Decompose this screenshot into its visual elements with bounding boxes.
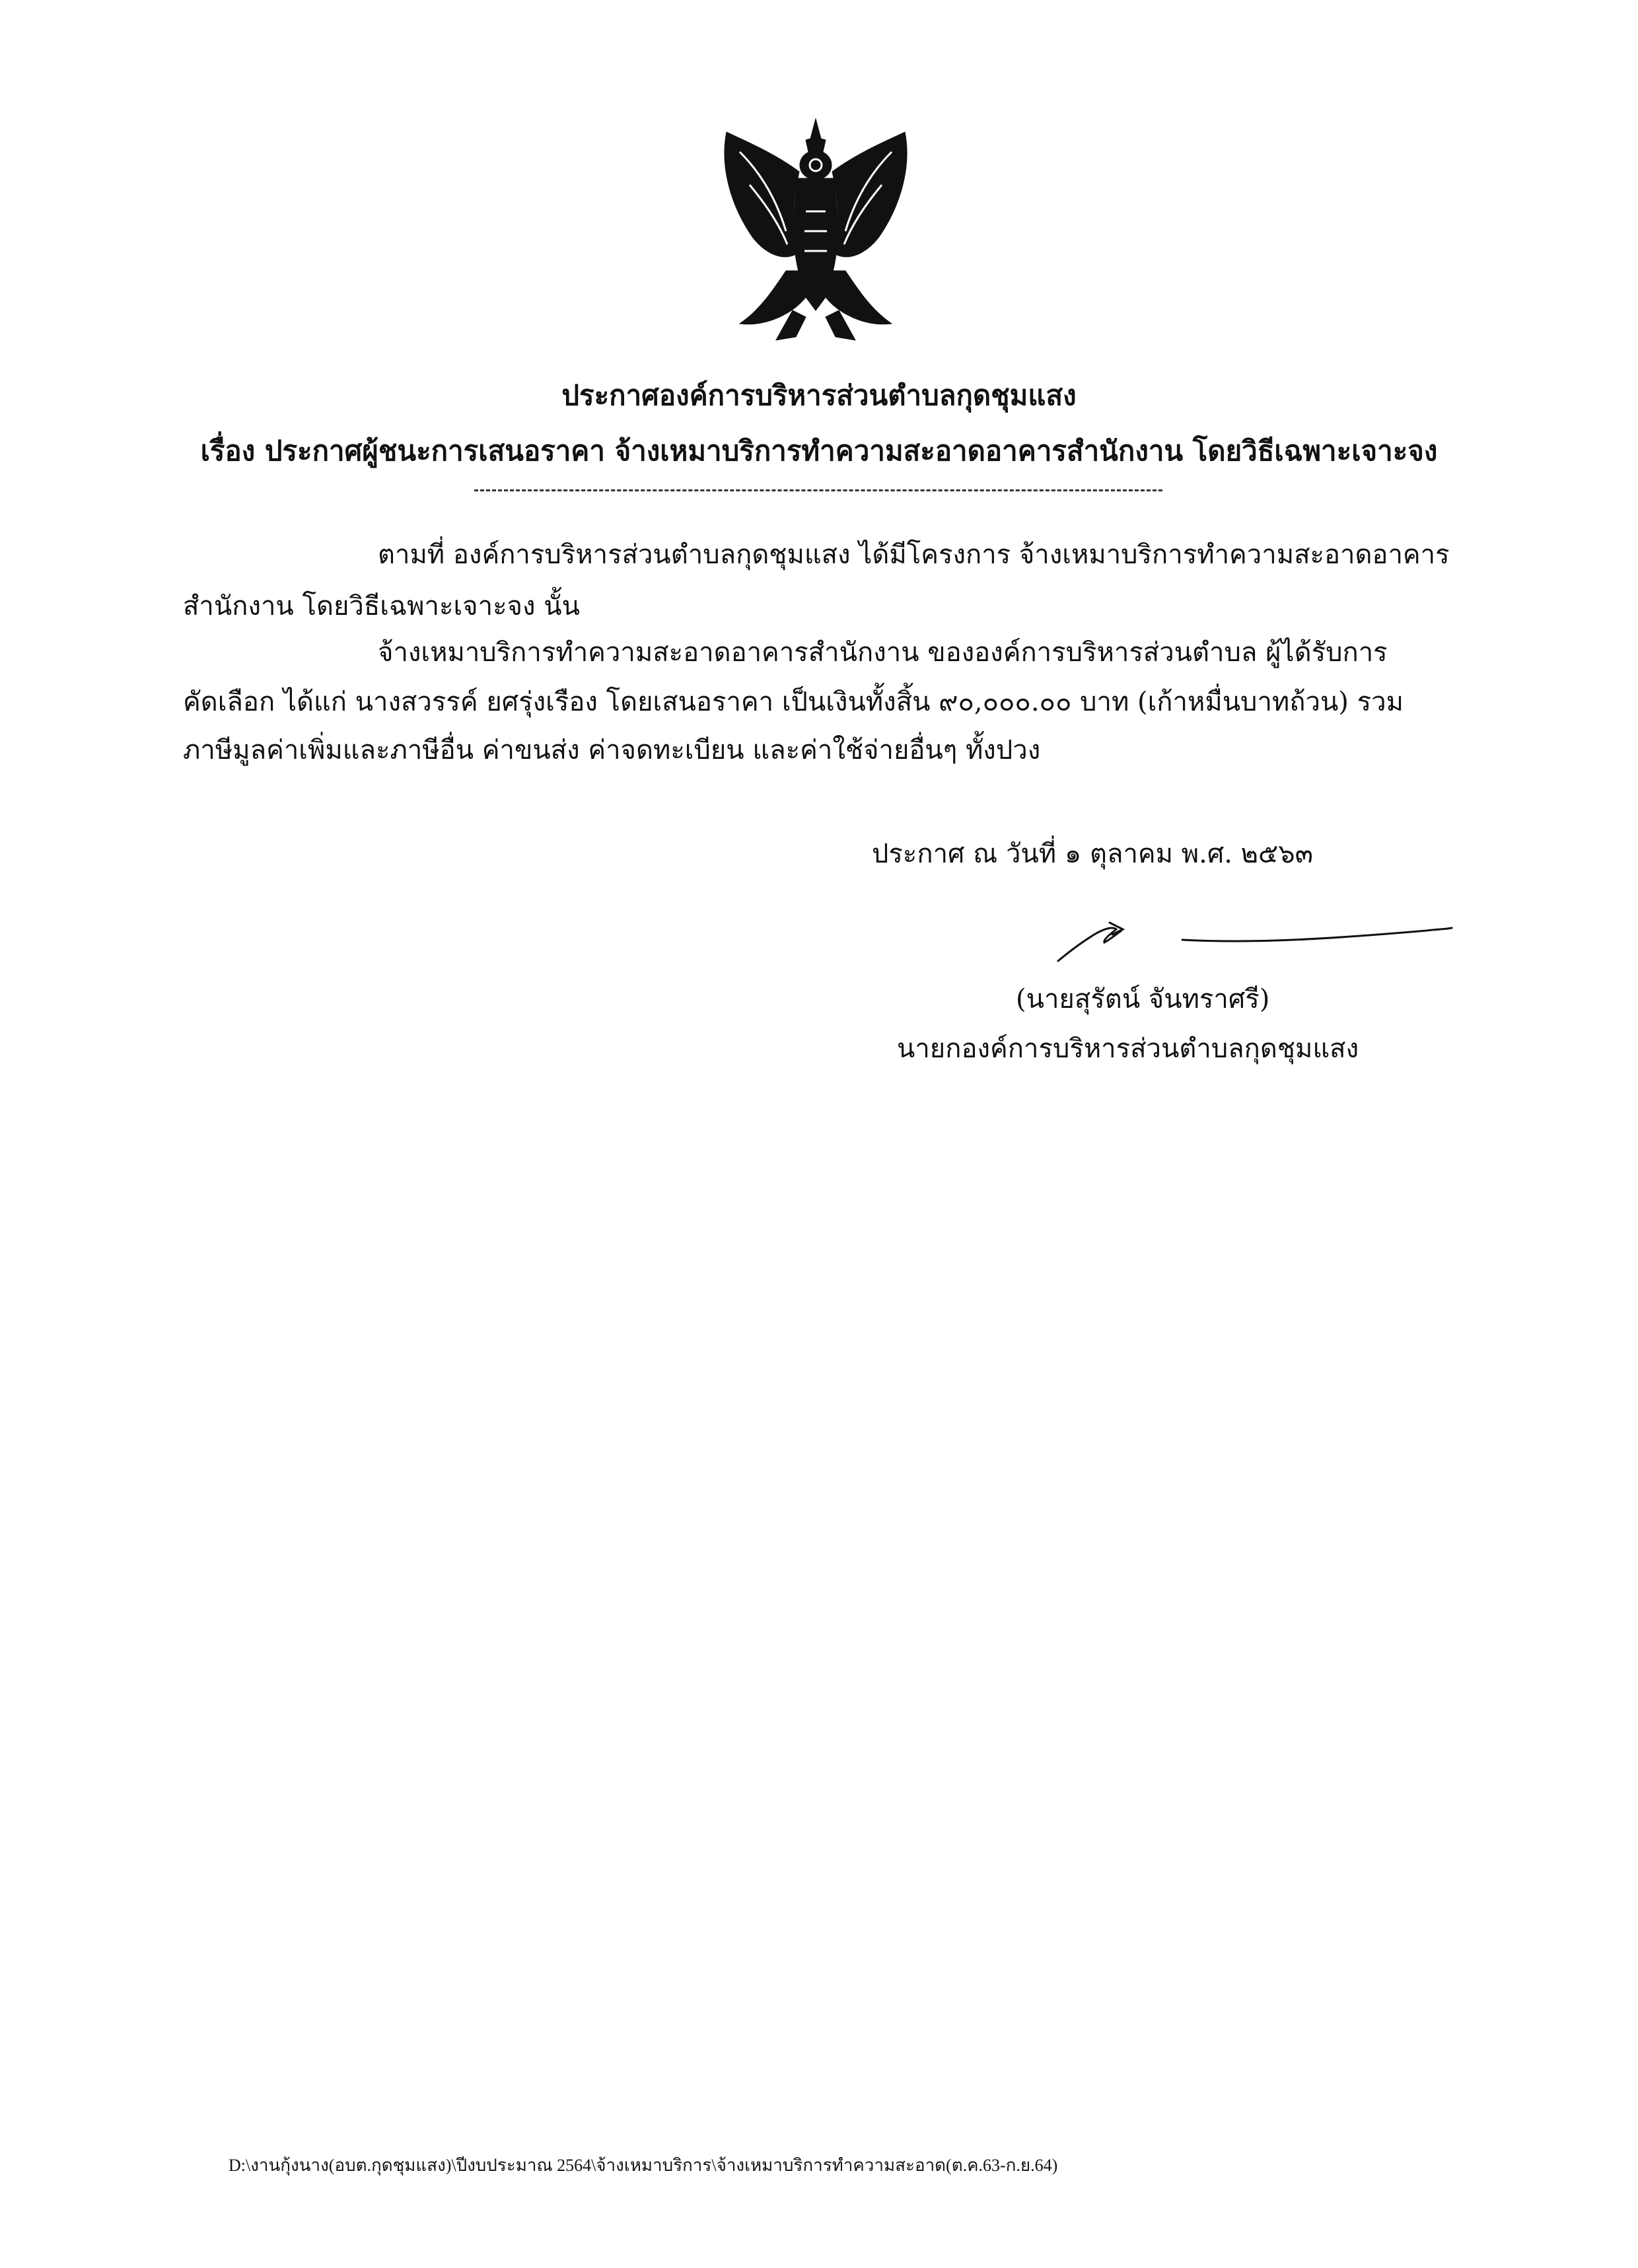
- garuda-emblem: [713, 112, 918, 350]
- body-line-1: ตามที่ องค์การบริหารส่วนตำบลกุดชุมแสง ได้มีโครงการ จ้างเหมาบริการทำความสะอาดอาคาร: [378, 540, 1450, 570]
- dashed-divider: [474, 489, 1162, 491]
- body-line-5: ภาษีมูลค่าเพิ่มและภาษีอื่น ค่าขนส่ง ค่าจดทะเบียน และค่าใช้จ่ายอื่นๆ ทั้งปวง: [183, 735, 1041, 765]
- announcement-date: ประกาศ ณ วันที่ ๑ ตุลาคม พ.ศ. ๒๕๖๓: [872, 839, 1314, 869]
- signatory-position: นายกองค์การบริหารส่วนตำบลกุดชุมแสง: [897, 1034, 1359, 1064]
- body-line-4: คัดเลือก ได้แก่ นางสวรรค์ ยศรุ่งเรือง โดยเสนอราคา เป็นเงินทั้งสิ้น ๙๐,๐๐๐.๐๐ บาท (เก้าหมื่นบาทถ้วน) รวม: [183, 687, 1404, 717]
- file-path-footer: D:\งานกุ้งนาง(อบต.กุดชุมแสง)\ปีงบประมาณ 2564\จ้างเหมาบริการ\จ้างเหมาบริการทำความสะอาด(ต.ค.63-ก.ย.64): [229, 2156, 1058, 2175]
- handwritten-signature: [1057, 915, 1453, 968]
- document-subject: เรื่อง ประกาศผู้ชนะการเสนอราคา จ้างเหมาบริการทำความสะอาดอาคารสำนักงาน โดยวิธีเฉพาะเจาะจง: [200, 435, 1438, 467]
- body-line-3: จ้างเหมาบริการทำความสะอาดอาคารสำนักงาน ขององค์การบริหารส่วนตำบล ผู้ได้รับการ: [378, 637, 1388, 668]
- document-title: ประกาศองค์การบริหารส่วนตำบลกุดชุมแสง: [561, 379, 1077, 411]
- signatory-name: (นายสุรัตน์ จันทราศรี): [1016, 984, 1270, 1014]
- body-line-2: สำนักงาน โดยวิธีเฉพาะเจาะจง นั้น: [183, 591, 580, 621]
